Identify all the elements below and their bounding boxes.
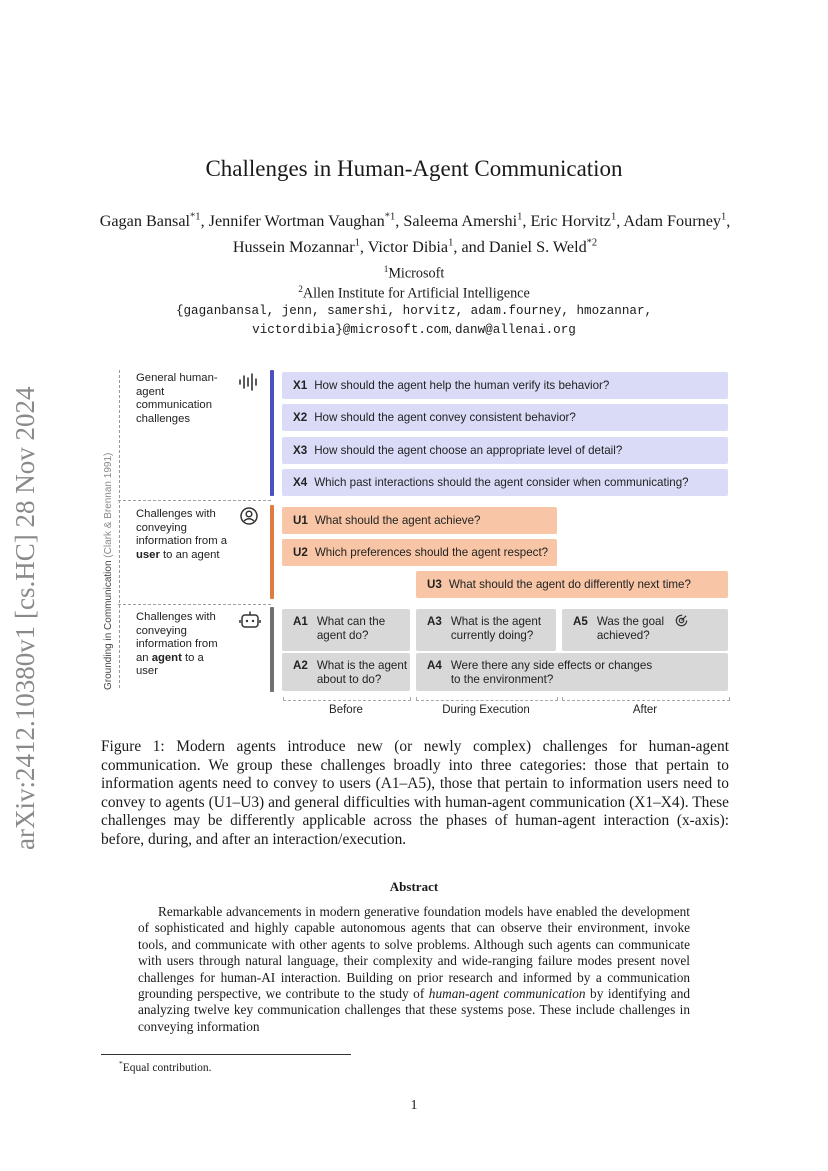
challenge-u1: U1 What should the agent achieve? [282,507,557,534]
affiliation: $^2$Allen Institute for Artificial Intelligence [298,284,530,302]
category-agent-label: Challenges with conveying information from an agent to a user [136,611,218,677]
figure-caption: Figure 1: Modern agents introduce new (or newly complex) challenges for human-agent communication. We group these challenges broadly into three categories: those that pertain to information agents need to convey to users (A1–A5), those that pertain to information users need to convey to agents (U1–U3) and general difficulties with human-agent communication (X1–X4). These challenges may be differently applicable across the phases of human-agent interaction (x-axis): before, during, and after an interaction/execution. [101,738,729,848]
affiliation: $^1$Microsoft [383,264,445,282]
email-list: victordibia}@microsoft.com, danw@allenai.org [252,322,576,337]
challenge-a5: A5 Was the goal achieved? [562,609,728,651]
category-general-bar [270,370,274,496]
phase-label-before: Before [329,704,363,716]
author: Daniel S. Weld$^{*2}$ [488,237,598,256]
divider [118,500,271,501]
footnote: *Equal contribution. [119,1059,212,1074]
challenge-u3: U3 What should the agent do differently next time? [416,571,728,598]
grounding-axis-line [119,370,120,688]
challenge-a3: A3 What is the agent currently doing? [416,609,556,651]
category-general-label: General human- agent communication challenges [136,372,218,425]
category-user-bar [270,505,274,599]
author: Eric Horvitz$^1$, [530,212,624,231]
robot-icon [239,610,261,630]
page-number: 1 [410,1098,418,1113]
paper-title: Challenges in Human-Agent Communication [205,156,623,181]
author: Saleema Amershi$^1$, [403,212,531,231]
author: Hussein Mozannar$^1$, [232,237,368,256]
challenge-a2: A2 What is the agent about to do? [282,653,410,691]
phase-label-after: After [632,704,658,716]
challenge-a4: A4 Were there any side effects or changes to the environment? [416,653,728,691]
author: Jennifer Wortman Vaughan$^{*1}$, [208,212,404,231]
author: Victor Dibia$^1$, and [367,237,489,256]
goal-target-icon [675,614,688,627]
author: Adam Fourney$^1$, [623,212,731,231]
challenge-u2: U2 Which preferences should the agent respect? [282,539,557,566]
challenge-x2: X2 How should the agent convey consistent behavior? [282,404,728,431]
sound-wave-icon [238,372,260,392]
phase-bracket-during [416,697,558,701]
category-agent-bar [270,607,274,692]
challenge-a1: A1 What can the agent do? [282,609,410,651]
grounding-label: Grounding in Communication (Clark & Brennan 1991) [103,452,114,690]
challenge-x4: X4 Which past interactions should the agent consider when communicating? [282,469,728,496]
abstract-body: Remarkable advancements in modern generative foundation models have enabled the development of sophisticated and highly capable autonomous agents that can observe their environment, invoke tools, and communicate with other agents to solve problems. Although such agents can communicate with users through natural language, their complexity and wide-ranging failure modes present novel challenges for human-AI interaction. Building on prior research and informed by a communication grounding perspective, we contribute to the study of human-agent communication by identifying and analyzing twelve key communication challenges that these systems pose. These include challenges in conveying information [138,904,690,1034]
abstract-heading: Abstract [389,879,439,894]
phase-label-during: During Execution [442,704,530,716]
author: Gagan Bansal$^{*1}$, [99,212,209,231]
challenge-x3: X3 How should the agent choose an appropriate level of detail? [282,437,728,464]
category-user-label: Challenges with conveying information from a user to an agent [136,508,228,561]
user-circle-icon [239,506,259,526]
divider [118,604,271,605]
arxiv-stamp: arXiv:2412.10380v1 [cs.HC] 28 Nov 2024 [10,386,40,850]
email-list: {gaganbansal, jenn, samershi, horvitz, adam.fourney, hmozannar, [175,304,653,318]
phase-bracket-after [562,697,730,701]
footnote-rule [101,1054,351,1055]
phase-bracket-before [283,697,411,701]
challenge-x1: X1 How should the agent help the human verify its behavior? [282,372,728,399]
